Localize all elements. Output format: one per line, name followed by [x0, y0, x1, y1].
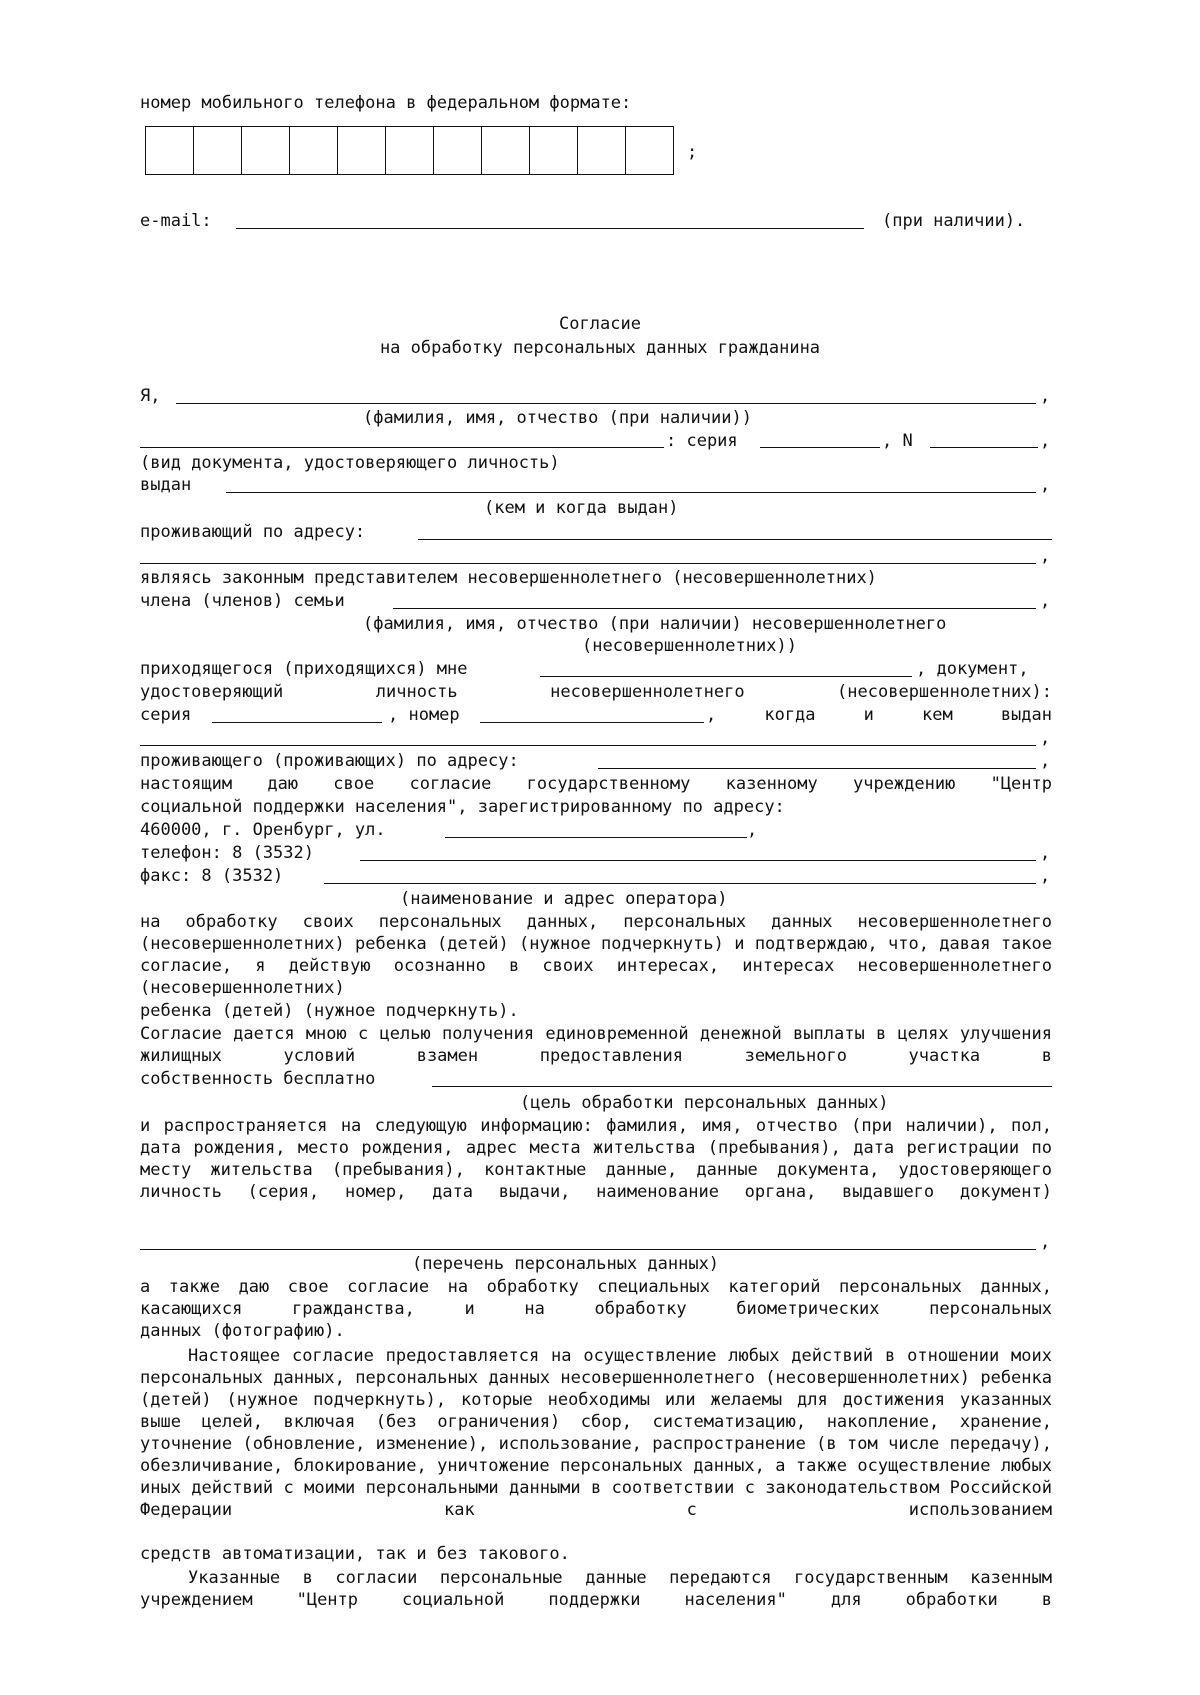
fio-hint: (фамилия, имя, отчество (при наличии)) — [363, 408, 752, 428]
operator-fax-field[interactable] — [324, 883, 1036, 884]
issued-hint: (кем и когда выдан) — [484, 498, 679, 518]
n-label: , N — [882, 431, 913, 451]
paragraph-4: а также даю свое согласие на обработку специальных категорий персональных данных, касающихся гражданства, и на обработку биометрических персональных — [140, 1277, 1052, 1319]
comma: , — [1040, 843, 1051, 863]
when-who-label: , когда и кем выдан — [706, 705, 1052, 725]
data-list-field[interactable] — [140, 1249, 1036, 1250]
fio-field[interactable] — [176, 403, 1036, 404]
doc-hint: (вид документа, удостоверяющего личность) — [140, 453, 560, 473]
nomer-label: , номер — [388, 705, 460, 725]
phone-suffix: ; — [687, 142, 698, 162]
paragraph-1: на обработку своих персональных данных, персональных данных несовершеннолетнего (несовершеннолетних) ребенка (детей) (нужное подчеркнуть) и подтверждаю, что, давая такое согласие, я действую осознанно в своих интересах, интересах несовершеннолетнего (несовершеннолетних) — [140, 912, 1052, 998]
phone-digit-box[interactable] — [626, 127, 673, 174]
phone-digit-box[interactable] — [242, 127, 290, 174]
number-field[interactable] — [930, 447, 1038, 448]
comma: , — [1040, 431, 1051, 451]
phone-digit-box[interactable] — [578, 127, 626, 174]
phone-digit-box[interactable] — [146, 127, 194, 174]
list-hint: (перечень персональных данных) — [412, 1254, 720, 1274]
address-field[interactable] — [418, 539, 1052, 540]
comma: , — [1040, 1232, 1051, 1252]
phone-digit-box[interactable] — [434, 127, 482, 174]
address-label: проживающий по адресу: — [140, 522, 366, 542]
consent-line-1: настоящим даю свое согласие государственному казенному учреждению "Центр — [140, 774, 1052, 794]
phone-line: телефон: 8 (3532) — [140, 843, 314, 863]
paragraph-6: Указанные в согласии персональные данные передаются государственным казенным учреждением "Центр социальной поддержки населения" для обработки в — [140, 1568, 1052, 1610]
minor-address-field[interactable] — [598, 768, 1036, 769]
seria-label: : серия — [666, 431, 738, 451]
purpose-hint: (цель обработки персональных данных) — [520, 1093, 889, 1113]
paragraph-5-end: средств автоматизации, так и без такового. — [140, 1544, 570, 1564]
id-line: удостоверяющий личность несовершеннолетнего (несовершеннолетних): — [140, 682, 1052, 702]
paragraph-2-end: собственность бесплатно — [140, 1069, 376, 1089]
comma: , — [1040, 386, 1051, 406]
vydan-label: выдан — [140, 475, 192, 495]
operator-hint: (наименование и адрес оператора) — [400, 889, 728, 909]
phone-digit-box[interactable] — [338, 127, 386, 174]
paragraph-3: и распространяется на следующую информацию: фамилия, имя, отчество (при наличии), пол, дата рождения, место рождения, адрес места жительства (пребывания), дата регистрации по месту жительства (пребывания), контактные данные, данные документа, удостоверяющего личность (серия, номер, дата выдачи, наименование органа, выдавшего документ) — [140, 1116, 1052, 1202]
seria-label-2: серия — [140, 705, 192, 725]
comma: , — [1040, 728, 1051, 748]
purpose-field[interactable] — [432, 1086, 1052, 1087]
relation-field[interactable] — [540, 676, 912, 677]
minor-name-field[interactable] — [393, 608, 1036, 609]
paragraph-2: Согласие дается мною с целью получения единовременной денежной выплаты в целях улучшения жилищных условий взамен предоставления земельного участка в — [140, 1024, 1052, 1066]
street-field[interactable] — [445, 837, 747, 838]
minor-hint-1: (фамилия, имя, отчество (при наличии) несовершеннолетнего — [363, 614, 947, 634]
paragraph-1-end: ребенка (детей) (нужное подчеркнуть). — [140, 1001, 519, 1021]
comma: , — [1040, 866, 1051, 886]
minor-number-field[interactable] — [480, 722, 704, 723]
comma: , — [747, 820, 758, 840]
phone-digit-box[interactable] — [386, 127, 434, 174]
fax-line: факс: 8 (3532) — [140, 866, 284, 886]
comma: , — [1040, 751, 1051, 771]
email-suffix: (при наличии). — [882, 211, 1026, 231]
minor-issued-field[interactable] — [140, 745, 1036, 746]
paragraph-5: Настоящее согласие предоставляется на осуществление любых действий в отношении моих персональных данных, персональных данных несовершеннолетнего (несовершеннолетних) ребенка (детей) (нужное подчеркнуть), которые необходимы или желаемы для достижения указанных выше целей, включая (без ограничения) сбор, систематизацию, накопление, хранение, уточнение (обновление, изменение), использование, распространение (в том числе передачу), обезличивание, блокирование, уничтожение персональных данных, а также осуществление любых иных действий с моими персональными данными в соответствии с законодательством Российской Федерации как с использованием — [140, 1346, 1052, 1520]
minor-seria-field[interactable] — [212, 722, 382, 723]
member-label: члена (членов) семьи — [140, 591, 345, 611]
phone-digit-box[interactable] — [290, 127, 338, 174]
relative-label: приходящегося (приходящихся) мне — [140, 659, 468, 679]
comma: , — [1040, 475, 1051, 495]
doc-type-field[interactable] — [140, 447, 664, 448]
phone-digit-box[interactable] — [482, 127, 530, 174]
phone-label: номер мобильного телефона в федеральном формате: — [140, 93, 632, 113]
consent-line-2: социальной поддержки населения", зарегистрированному по адресу: — [140, 797, 785, 817]
phone-digit-box[interactable] — [194, 127, 242, 174]
comma: , — [1040, 546, 1051, 566]
email-field[interactable] — [236, 228, 864, 229]
phone-number-boxes[interactable] — [145, 126, 674, 175]
representative-line: являясь законным представителем несовершеннолетнего (несовершеннолетних) — [140, 568, 877, 588]
operator-phone-field[interactable] — [360, 860, 1036, 861]
minor-address-label: проживающего (проживающих) по адресу: — [140, 751, 519, 771]
paragraph-4-end: данных (фотографию). — [140, 1321, 345, 1341]
doc-title: Согласие — [559, 314, 641, 334]
ya-label: Я, — [140, 386, 161, 406]
email-label: e-mail: — [140, 211, 212, 231]
seria-field[interactable] — [760, 447, 880, 448]
address-field-2[interactable] — [140, 563, 1036, 564]
minor-hint-2: (несовершеннолетних)) — [582, 636, 797, 656]
city-label: 460000, г. Оренбург, ул. — [140, 820, 386, 840]
doc-subtitle: на обработку персональных данных гражданина — [379, 338, 821, 358]
issued-field[interactable] — [226, 492, 1036, 493]
document-label: , документ, — [916, 659, 1029, 679]
comma: , — [1040, 591, 1051, 611]
phone-digit-box[interactable] — [530, 127, 578, 174]
